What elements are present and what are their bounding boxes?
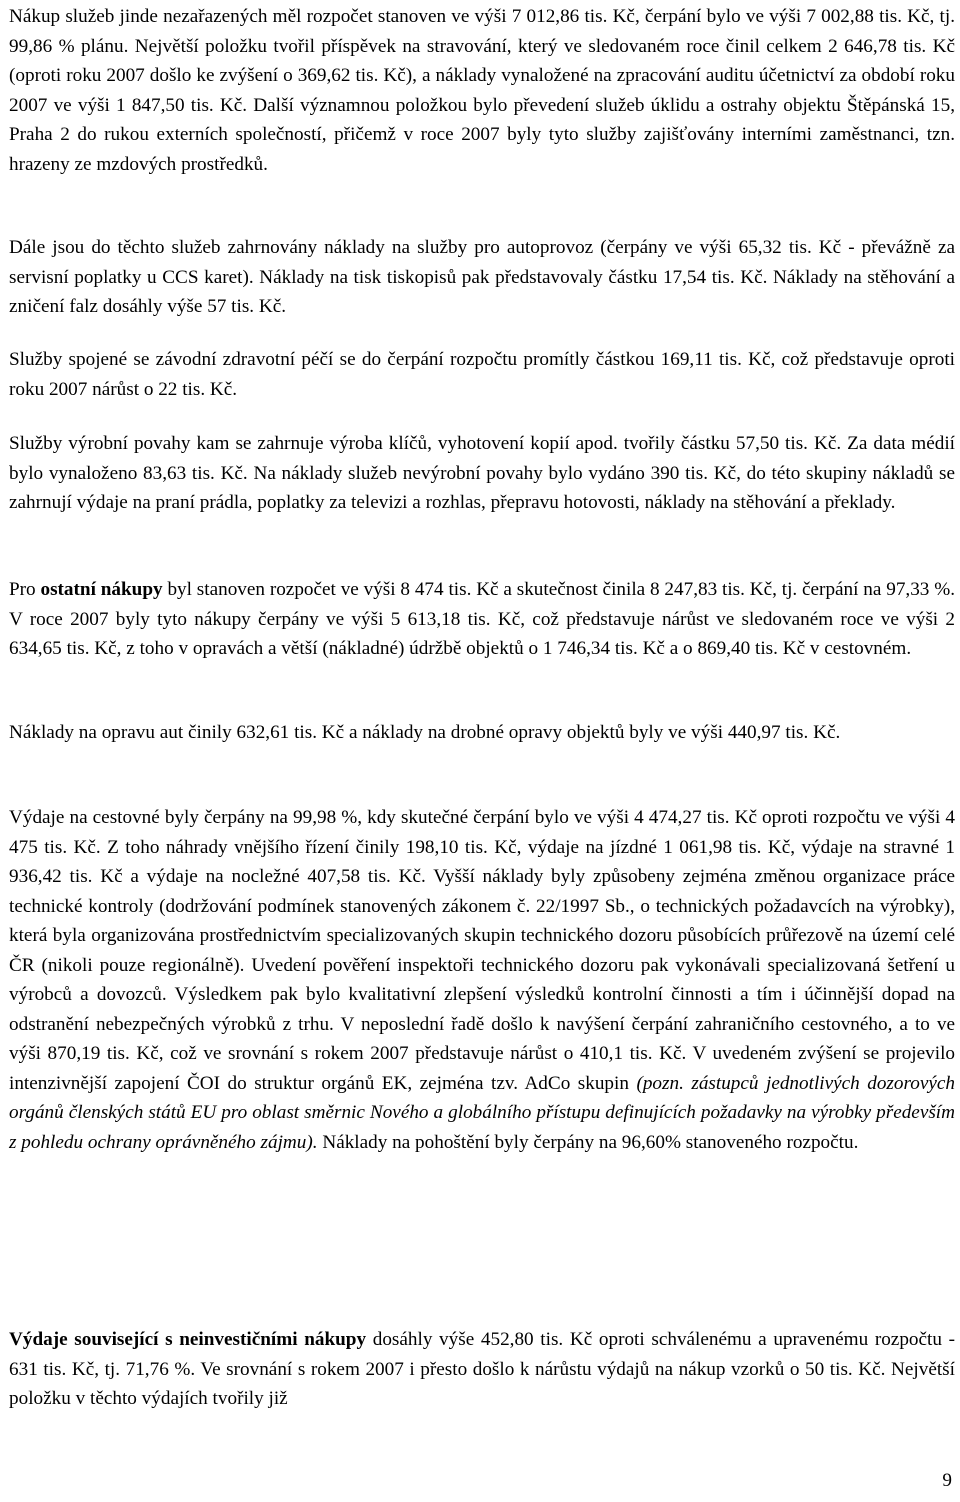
paragraph-neinvesticni-nakupy: Výdaje související s neinvestičními nákupy dosáhly výše 452,80 tis. Kč oproti schválenému a upravenému rozpočtu - 631 tis. Kč, tj. 71,76 %. Ve srovnání s rokem 2007 i přesto došlo k nárůstu výdajů na nákup vzorků o 50 tis. Kč. Největší položku v těchto výdajích tvořily již: [9, 1329, 955, 1409]
bold-ostatni-nakupy: ostatní nákupy: [40, 579, 163, 600]
paragraph-zdravotni-pece: Služby spojené se závodní zdravotní péčí se do čerpání rozpočtu promítly částkou 169,11 tis. Kč, což představuje oproti roku 2007 nárůst o 22 tis. Kč.: [9, 349, 955, 400]
paragraph-cestovne: Výdaje na cestovné byly čerpány na 99,98 %, kdy skutečné čerpání bylo ve výši 4 474,27 tis. Kč oproti rozpočtu ve výši 4 475 tis. Kč. Z toho náhrady vnějšího řízení činily 198,10 tis. Kč, výdaje na jízdné 1 061,98 tis. Kč, výdaje na stravné 1 936,42 tis. Kč a výdaje na nocležné 407,58 tis. Kč. Vyšší náklady byly způsobeny zejména změnou organizace práce technické kontroly (dodržování podmínek stanovených zákonem č. 22/1997 Sb., o technických požadavcích na výrobky), která byla organizována prostřednictvím specializovaných skupin technického dozoru působících průřezově na území celé ČR (nikoli pouze regionálně). Uvedení pověření inspektoři technického dozoru pak vykonávali specializovaná šetření u výrobců a dovozců. Výsledkem pak bylo kvalitativní zlepšení výsledků kontrolní činnosti a tím i účinnější dopad na odstranění nebezpečných výrobků z trhu. V neposlední řadě došlo k navýšení čerpání zahraničního cestovného, a to ve výši 870,19 tis. Kč, což ve srovnání s rokem 2007 představuje nárůst o 410,1 tis. Kč. V uvedeném zvýšení se projevilo intenzivnější zapojení ČOI do struktur orgánů EK, zejména tzv. AdCo skupin (pozn. zástupců jednotlivých dozorových orgánů členských států EU pro oblast směrnic Nového a globálního přístupu definujících požadavky na výrobky především z pohledu ochrany oprávněného zájmu). Náklady na pohoštění byly čerpány na 96,60% stanoveného rozpočtu.: [9, 807, 955, 1153]
page-number: 9: [942, 1470, 952, 1491]
paragraph-vyrobni-povahy: Služby výrobní povahy kam se zahrnuje výroba klíčů, vyhotovení kopií apod. tvořily částku 57,50 tis. Kč. Za data médií bylo vynaloženo 83,63 tis. Kč. Na náklady služeb nevýrobní povahy bylo vydáno 390 tis. Kč, do této skupiny nákladů se zahrnují výdaje na praní prádla, poplatky za televizi a rozhlas, přepravu hotovosti, náklady na stěhování a překlady.: [9, 433, 955, 513]
bold-neinvesticni-nakupy: Výdaje související s neinvestičními nákupy: [9, 1329, 367, 1350]
italic-note-adco: (pozn. zástupců jednotlivých dozorových orgánů členských států EU pro oblast směrnic Nového a globálního přístupu definujících požadavky na výrobky především z pohledu ochrany oprávněného zájmu).: [9, 1072, 955, 1153]
paragraph-nakup-sluzeb: Nákup služeb jinde nezařazených měl rozpočet stanoven ve výši 7 012,86 tis. Kč, čerpání bylo ve výši 7 002,88 tis. Kč, tj. 99,86 % plánu. Největší položku tvořil příspěvek na stravování, který ve sledovaném roce činil celkem 2 646,78 tis. Kč (oproti roku 2007 došlo ke zvýšení o 369,62 tis. Kč), a náklady vynaložené na zpracování auditu účetnictví za období roku 2007 ve výši 1 847,50 tis. Kč. Další významnou položkou bylo převedení služeb úklidu a ostrahy objektu Štěpánská 15, Praha 2 do rukou externích společností, přičemž v roce 2007 byly tyto služby zajišťovány interními zaměstnanci, tzn. hrazeny ze mzdových prostředků.: [9, 6, 955, 175]
paragraph-ostatni-nakupy: Pro ostatní nákupy byl stanoven rozpočet ve výši 8 474 tis. Kč a skutečnost činila 8 247,83 tis. Kč, tj. čerpání na 97,33 %. V roce 2007 byly tyto nákupy čerpány ve výši 5 613,18 tis. Kč, což představuje nárůst ve sledovaném roce ve výši 2 634,65 tis. Kč, z toho v opravách a větší (nákladné) údržbě objektů o 1 746,34 tis. Kč a o 869,40 tis. Kč v cestovném.: [9, 579, 956, 659]
paragraph-autoprovoz: Dále jsou do těchto služeb zahrnovány náklady na služby pro autoprovoz (čerpány ve výši 65,32 tis. Kč - převážně za servisní poplatky u CCS karet). Náklady na tisk tiskopisů pak představovaly částku 17,54 tis. Kč. Náklady na stěhování a zničení falz dosáhly výše 57 tis. Kč.: [9, 237, 955, 317]
paragraph-opravy-aut: Náklady na opravu aut činily 632,61 tis. Kč a náklady na drobné opravy objektů byly ve výši 440,97 tis. Kč.: [9, 722, 841, 743]
